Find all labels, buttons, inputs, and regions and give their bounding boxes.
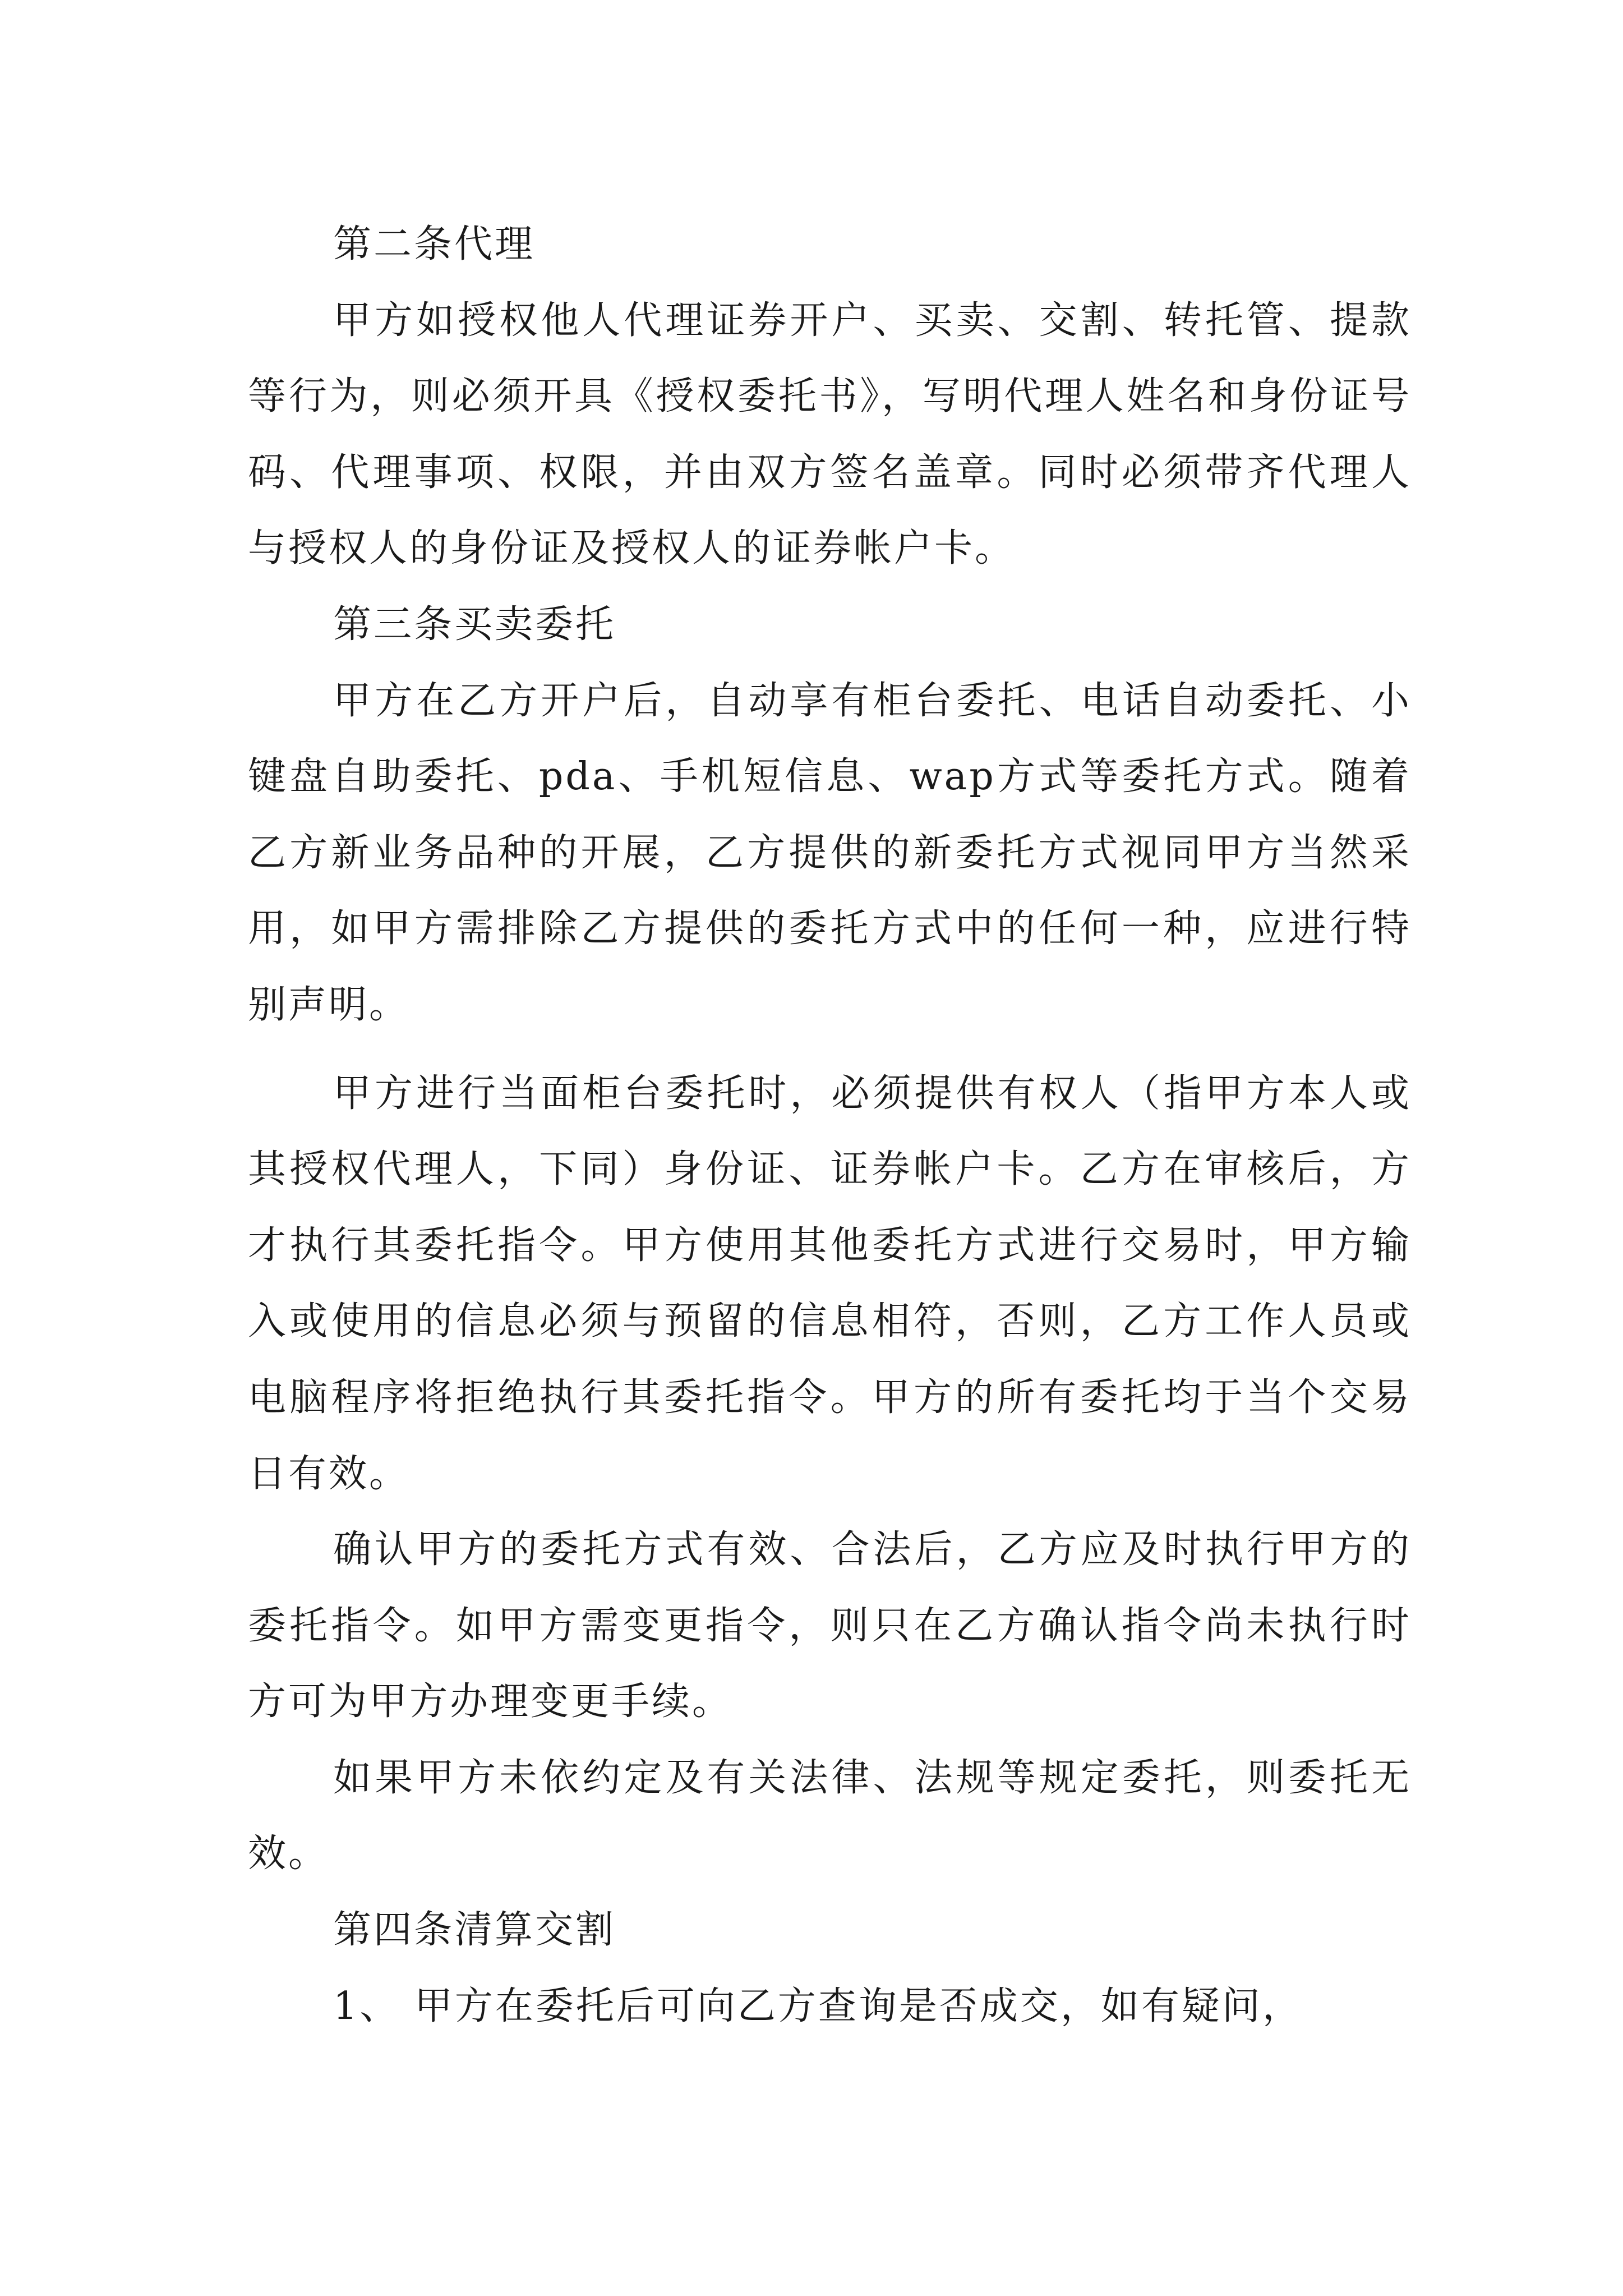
paragraph-entrust-methods: 甲方在乙方开户后，自动享有柜台委托、电话自动委托、小键盘自助委托、pda、手机短信息、wap方式等委托方式。随着乙方新业务品种的开展，乙方提供的新委托方式视同甲方当然采用，如甲方需排除乙方提供的委托方式中的任何一种，应进行特别声明。 <box>248 678 1412 1027</box>
document-body <box>248 206 1412 2044</box>
paragraph-counter-entrust: 甲方进行当面柜台委托时，必须提供有权人（指甲方本人或其授权代理人，下同）身份证、证券帐户卡。乙方在审核后，方才执行其委托指令。甲方使用其他委托方式进行交易时，甲方输入或使用的信息必须与预留的信息相符，否则，乙方工作人员或电脑程序将拒绝执行其委托指令。甲方的所有委托均于当个交易日有效。 <box>248 1071 1412 1496</box>
paragraph-settlement-item-1: 1、 甲方在委托后可向乙方查询是否成交，如有疑问， <box>333 1984 1303 2028</box>
section-heading-article-4: 第四条清算交割 <box>333 1908 616 1953</box>
section-heading-article-2: 第二条代理 <box>333 222 536 266</box>
paragraph-execute-instruction: 确认甲方的委托方式有效、合法后，乙方应及时执行甲方的委托指令。如甲方需变更指令，则只在乙方确认指令尚未执行时方可为甲方办理变更手续。 <box>248 1527 1412 1724</box>
section-heading-article-3: 第三条买卖委托 <box>333 602 616 647</box>
paragraph-invalid-entrust: 如果甲方未依约定及有关法律、法规等规定委托，则委托无效。 <box>248 1755 1412 1876</box>
paragraph-agency: 甲方如授权他人代理证券开户、买卖、交割、转托管、提款等行为，则必须开具《授权委托书》，写明代理人姓名和身份证号码、代理事项、权限，并由双方签名盖章。同时必须带齐代理人与授权人的身份证及授权人的证券帐户卡。 <box>248 298 1412 571</box>
